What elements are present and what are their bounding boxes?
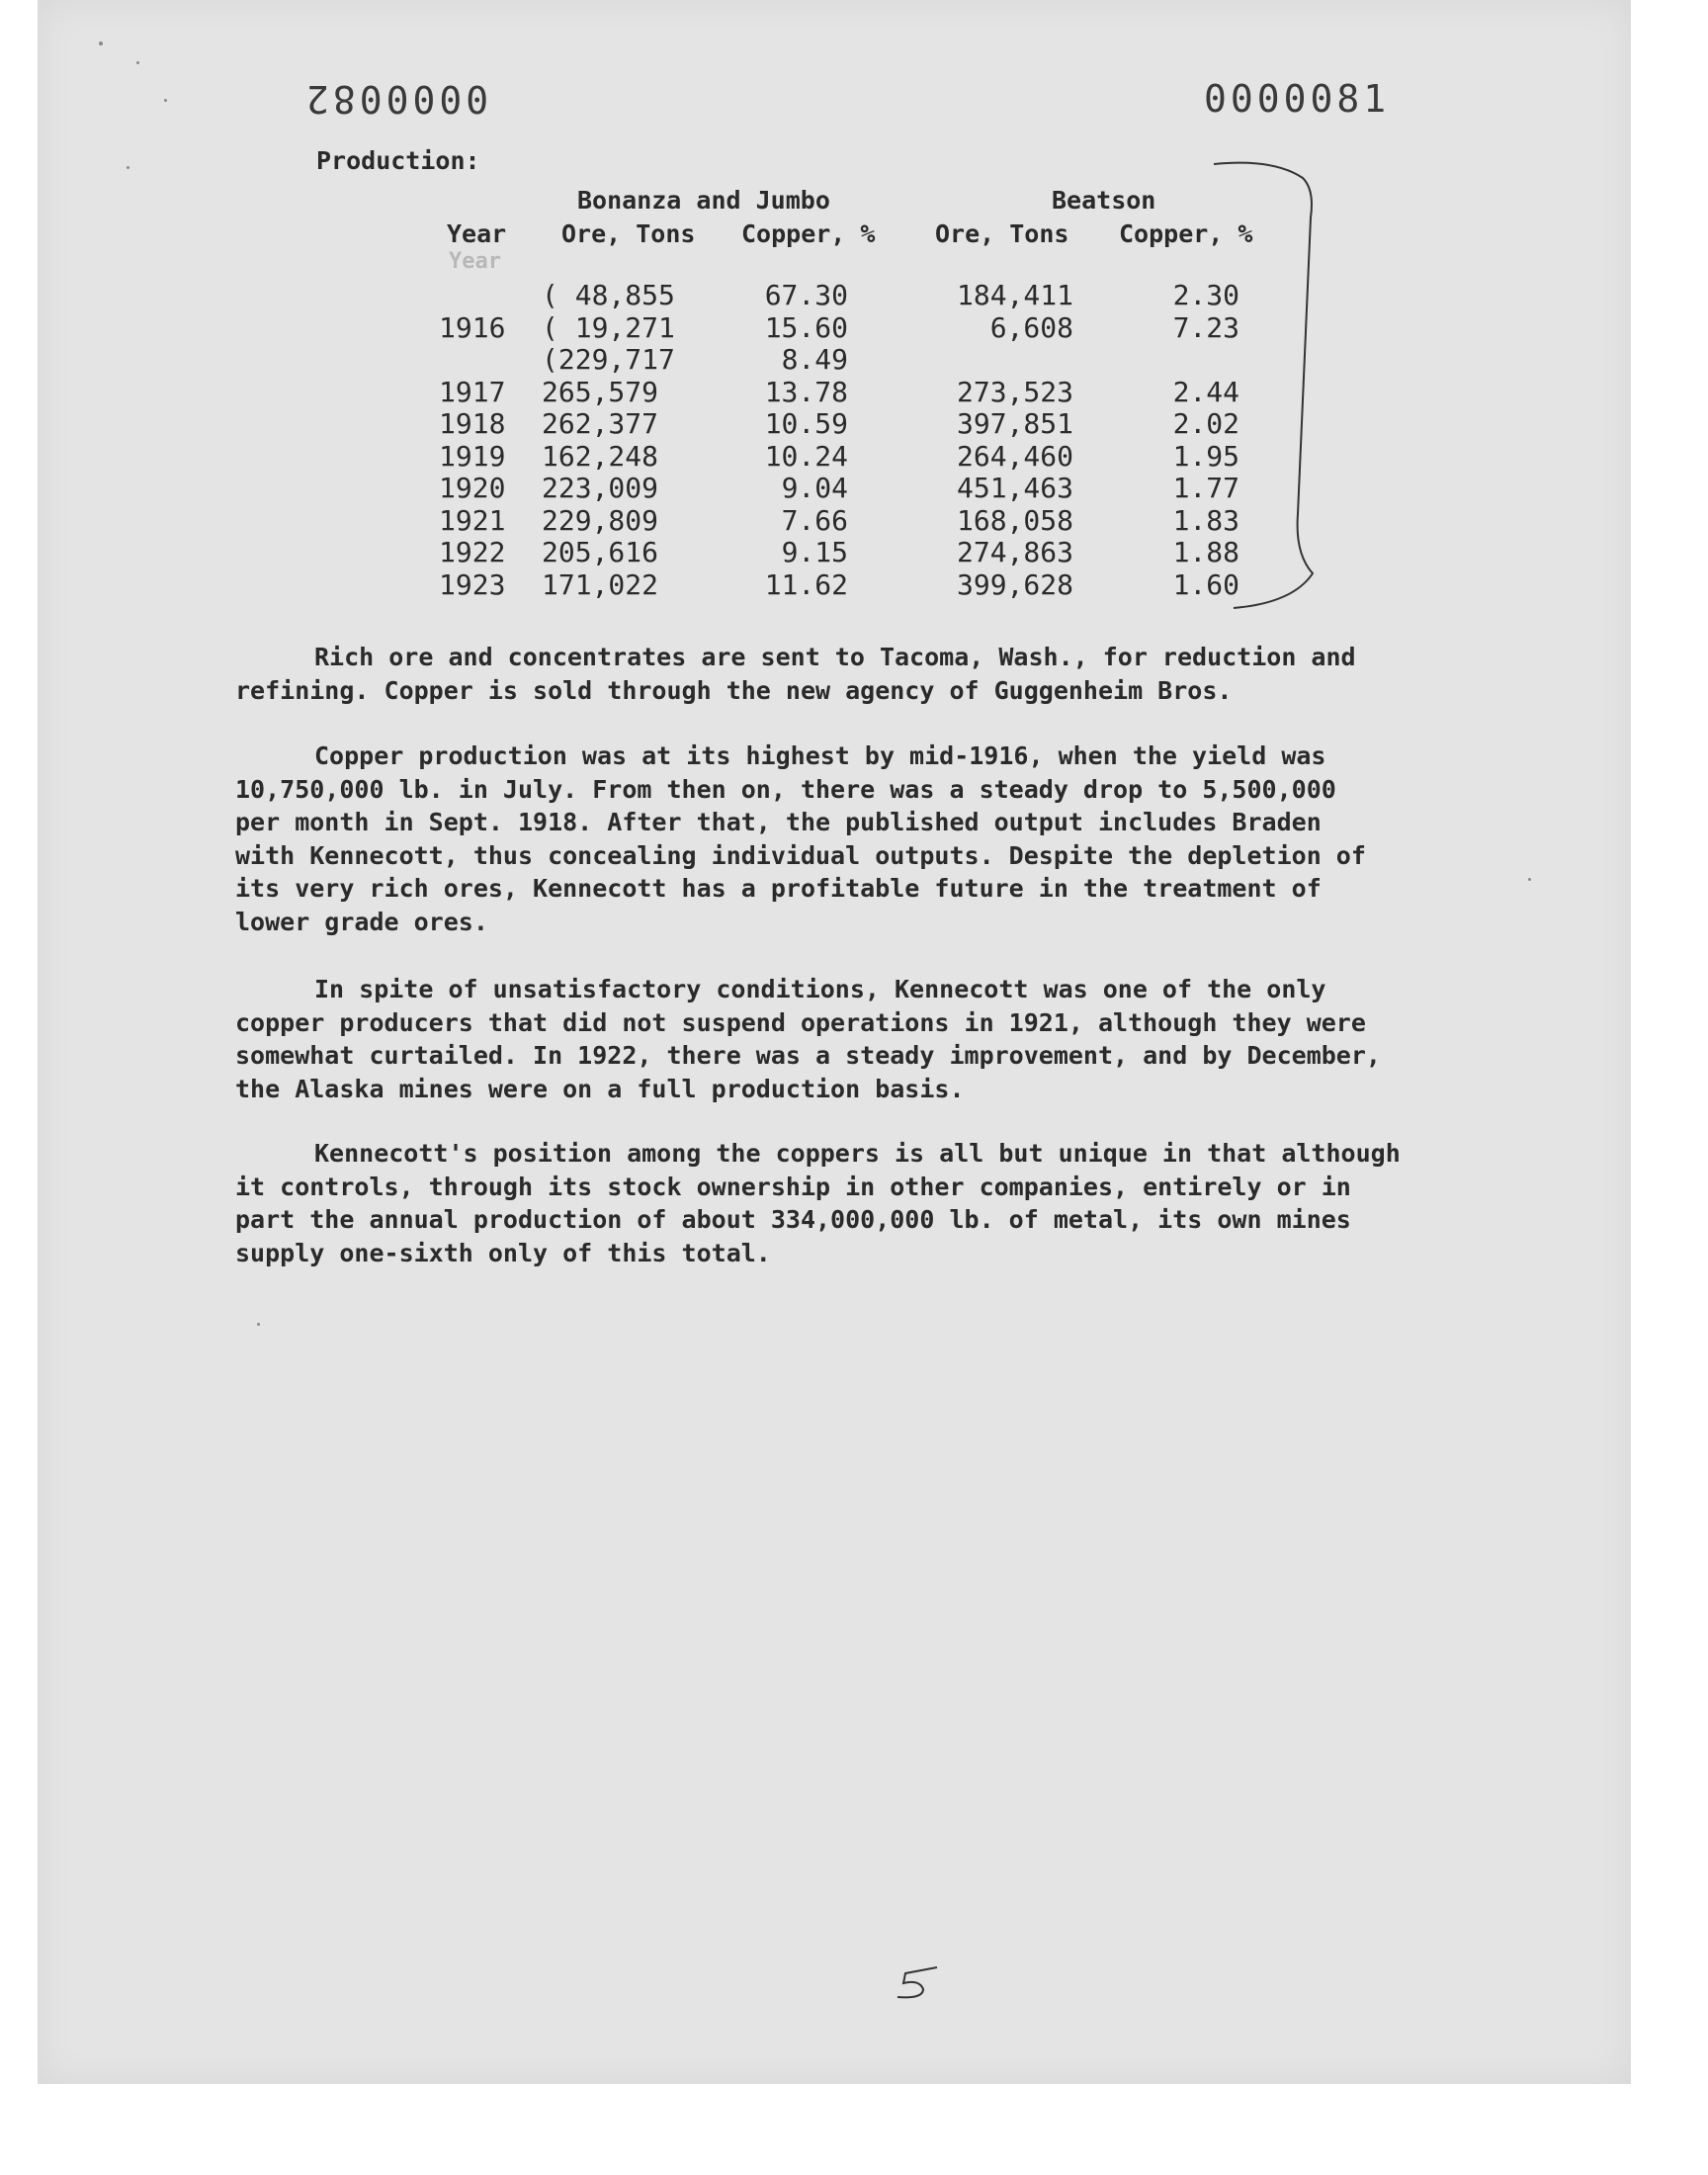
cell-year: 1918	[439, 407, 506, 440]
cell-bj-copper: 11.62	[764, 567, 848, 601]
cell-bj-ore: 229,809	[542, 503, 659, 537]
cell-bj-ore: ( 19,271	[542, 310, 675, 344]
cell-b-ore: 264,460	[956, 439, 1073, 473]
column-header-b-copper: Copper, %	[1119, 219, 1253, 248]
cell-bj-copper: 9.04	[781, 472, 848, 504]
document-id-stamp-inverted: 0000082	[302, 77, 489, 121]
cell-b-copper: 1.77	[1172, 472, 1239, 504]
scan-speck	[136, 61, 139, 64]
cell-bj-copper: 15.60	[764, 310, 848, 344]
cell-b-copper: 1.95	[1172, 439, 1239, 473]
cell-year: 1917	[439, 375, 506, 408]
cell-bj-copper: 67.30	[764, 279, 848, 311]
bracket-mark	[1204, 158, 1352, 613]
group-header-beatson: Beatson	[1052, 186, 1156, 215]
paragraph-1: Rich ore and concentrates are sent to Tacoma, Wash., for reduction and refining. Copper is sold through the new agency of Guggenheim Bros.	[235, 643, 1356, 705]
column-header-bj-copper: Copper, %	[741, 219, 876, 248]
cell-b-copper: 2.44	[1172, 375, 1239, 408]
cell-b-copper: 2.02	[1172, 407, 1239, 440]
cell-b-copper: 1.60	[1172, 567, 1239, 601]
cell-bj-copper: 9.15	[781, 536, 848, 568]
cell-b-ore: 399,628	[956, 567, 1073, 601]
scan-speck	[1528, 878, 1531, 881]
cell-year: 1916	[439, 310, 506, 344]
document-page	[38, 0, 1631, 2084]
cell-bj-ore: (229,717	[542, 343, 675, 376]
cell-year: 1920	[439, 472, 506, 504]
cell-b-copper: 7.23	[1172, 310, 1239, 344]
column-header-year: Year	[447, 219, 507, 248]
cell-year: 1919	[439, 439, 506, 473]
section-heading: Production:	[316, 146, 480, 175]
cell-b-ore: 6,608	[989, 310, 1073, 344]
cell-b-copper: 1.83	[1172, 503, 1239, 537]
cell-bj-copper: 13.78	[764, 375, 848, 408]
cell-bj-ore: 171,022	[542, 567, 659, 601]
scan-speck	[257, 1323, 260, 1326]
scan-speck	[99, 42, 103, 45]
cell-bj-copper: 10.59	[764, 407, 848, 440]
cell-bj-ore: 265,579	[542, 375, 659, 408]
cell-b-ore: 451,463	[956, 472, 1073, 504]
document-id-stamp: 0000081	[1204, 77, 1391, 121]
cell-b-ore: 184,411	[956, 279, 1073, 311]
cell-bj-copper: 7.66	[781, 503, 848, 537]
cell-b-ore: 273,523	[956, 375, 1073, 408]
group-header-bonanza-jumbo: Bonanza and Jumbo	[577, 186, 830, 215]
cell-bj-ore: 262,377	[542, 407, 659, 440]
cell-b-ore: 168,058	[956, 503, 1073, 537]
cell-bj-ore: 223,009	[542, 472, 659, 504]
scan-speck	[127, 166, 129, 169]
scan-speck	[164, 99, 167, 102]
cell-bj-ore: ( 48,855	[542, 279, 675, 311]
cell-b-copper: 1.88	[1172, 536, 1239, 568]
cell-year: 1921	[439, 503, 506, 537]
cell-b-copper: 2.30	[1172, 279, 1239, 311]
cell-bj-copper: 10.24	[764, 439, 848, 473]
cell-b-ore: 274,863	[956, 536, 1073, 568]
faded-year-label: Year	[449, 249, 501, 274]
paragraph-4: Kennecott's position among the coppers is all but unique in that although it controls, through its stock ownership in other companies, entirely or in part the annual production of about 334,000,000 lb. of metal, its own mines supply one-sixth only of this total.	[235, 1139, 1401, 1267]
cell-year: 1923	[439, 567, 506, 601]
cell-bj-ore: 205,616	[542, 536, 659, 568]
cell-b-ore: 397,851	[956, 407, 1073, 440]
handwritten-page-number	[886, 1963, 945, 2003]
column-header-b-ore: Ore, Tons	[935, 219, 1069, 248]
cell-year: 1922	[439, 536, 506, 568]
cell-bj-copper: 8.49	[781, 343, 848, 376]
paragraph-2: Copper production was at its highest by mid-1916, when the yield was 10,750,000 lb. in July. From then on, there was a steady drop to 5,500,000 per month in Sept. 1918. After that, the published output includes Braden with Kennecott, thus concealing individual outputs. Despite the depletion of its very rich ores, Kennecott has a profitable future in the treatment of lower grade ores.	[235, 741, 1366, 936]
cell-bj-ore: 162,248	[542, 439, 659, 473]
paragraph-3: In spite of unsatisfactory conditions, Kennecott was one of the only copper producers that did not suspend operations in 1921, although they were somewhat curtailed. In 1922, there was a steady improvement, and by December, the Alaska mines were on a full production basis.	[235, 975, 1381, 1103]
column-header-bj-ore: Ore, Tons	[561, 219, 696, 248]
